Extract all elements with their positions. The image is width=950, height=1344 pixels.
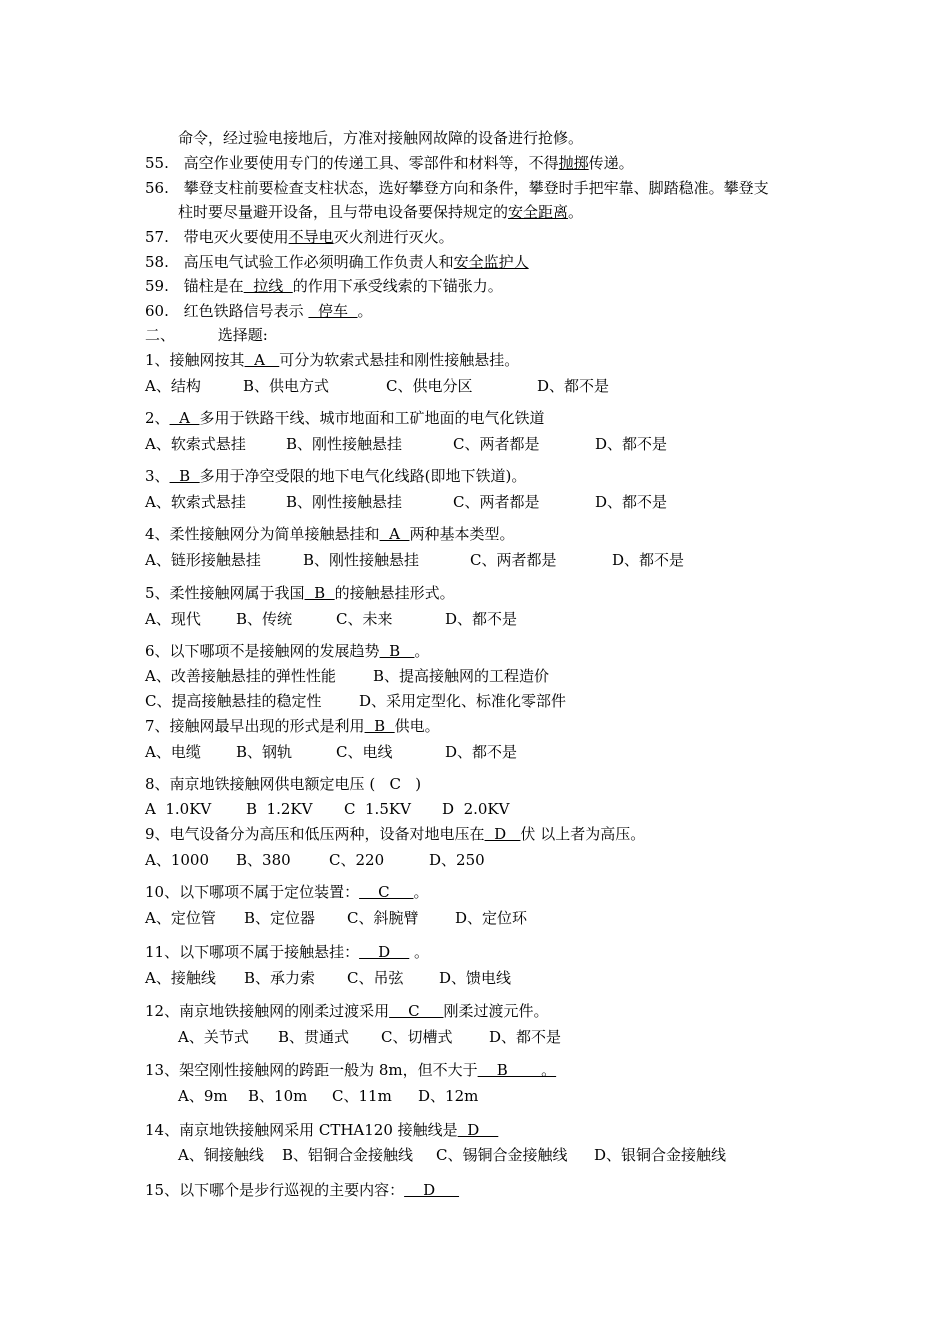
q60: 60. 红色铁路信号表示 停车 。 (145, 302, 373, 320)
answer: C (389, 1002, 444, 1020)
option: A、软索式悬挂 (145, 493, 246, 511)
option: C、切槽式 (381, 1028, 453, 1046)
option: D、馈电线 (439, 969, 512, 987)
option: B、铝铜合金接触线 (282, 1146, 414, 1164)
answer: A (379, 525, 410, 543)
option: A 1.0KV (145, 800, 212, 818)
option: B、刚性接触悬挂 (286, 493, 403, 511)
q15-stem: 15、以下哪个是步行巡视的主要内容： D (145, 1181, 460, 1199)
q3-stem: 3、 B 多用于净空受限的地下电气化线路(即地下铁道)。 (145, 467, 527, 485)
option: C、电线 (336, 743, 393, 761)
section-heading: 二、 选择题: (145, 326, 268, 344)
option: A、改善接触悬挂的弹性性能 (145, 667, 336, 685)
answer: D (484, 825, 521, 843)
option: C、供电分区 (386, 377, 473, 395)
answer: 停车 (308, 302, 358, 320)
option: B、传统 (236, 610, 293, 628)
option: A、9m (178, 1087, 228, 1105)
option: C、两者都是 (453, 493, 540, 511)
option: C、未来 (336, 610, 393, 628)
option: D 2.0KV (442, 800, 510, 818)
option: D、都不是 (595, 435, 668, 453)
option: D、都不是 (489, 1028, 562, 1046)
answer: B (169, 467, 200, 485)
q57: 57. 带电灭火要使用不导电灭火剂进行灭火。 (145, 228, 454, 246)
option: A、定位管 (145, 909, 216, 927)
option: B、钢轨 (236, 743, 293, 761)
option: C、11m (332, 1087, 392, 1105)
answer: A (244, 351, 280, 369)
option: B、刚性接触悬挂 (286, 435, 403, 453)
option: D、12m (418, 1087, 479, 1105)
option: A、电缆 (145, 743, 201, 761)
q12-stem: 12、南京地铁接触网的刚柔过渡采用 C 刚柔过渡元件。 (145, 1002, 549, 1020)
q11-stem: 11、以下哪项不属于接触悬挂： D 。 (145, 943, 430, 961)
q56-line1: 56. 攀登支柱前要检查支柱状态，选好攀登方向和条件，攀登时手把牢靠、脚踏稳准。攀登支 (145, 179, 769, 197)
option: D、都不是 (537, 377, 610, 395)
option: C、锡铜合金接触线 (436, 1146, 568, 1164)
q5-stem: 5、柔性接触网属于我国 B 的接触悬挂形式。 (145, 584, 455, 602)
option: A、链形接触悬挂 (145, 551, 261, 569)
option: D、都不是 (445, 610, 518, 628)
option: B、贯通式 (278, 1028, 350, 1046)
option: A、接触线 (145, 969, 216, 987)
option: A、结构 (145, 377, 201, 395)
answer: 安全距离 (508, 203, 569, 221)
answer: C (359, 883, 414, 901)
option: B、定位器 (244, 909, 316, 927)
q54-continuation: 命令，经过验电接地后，方准对接触网故障的设备进行抢修。 (178, 129, 584, 147)
option: D、250 (429, 851, 485, 869)
answer: D (359, 943, 410, 961)
q14-stem: 14、南京地铁接触网采用 CTHA120 接触线是 D (145, 1121, 499, 1139)
option: C、两者都是 (453, 435, 540, 453)
option: D、都不是 (612, 551, 685, 569)
answer: 拉线 (243, 277, 293, 295)
q59: 59. 锚柱是在 拉线 的作用下承受线索的下锚张力。 (145, 277, 503, 295)
option: A、1000 (145, 851, 210, 869)
q58: 58. 高压电气试验工作必须明确工作负责人和安全监护人 (145, 253, 529, 271)
option: D、定位环 (455, 909, 528, 927)
answer: B (379, 642, 415, 660)
answer: 抛掷 (558, 154, 589, 172)
option: C、提高接触悬挂的稳定性 (145, 692, 322, 710)
answer: B (364, 717, 395, 735)
option: D、银铜合金接触线 (594, 1146, 727, 1164)
q55: 55. 高空作业要使用专门的传递工具、零部件和材料等，不得抛掷传递。 (145, 154, 634, 172)
option: C 1.5KV (344, 800, 411, 818)
option: B、380 (236, 851, 291, 869)
q1-stem: 1、接触网按其 A 可分为软索式悬挂和刚性接触悬挂。 (145, 351, 520, 369)
option: A、软索式悬挂 (145, 435, 246, 453)
option: A、关节式 (178, 1028, 249, 1046)
option: A、铜接触线 (178, 1146, 264, 1164)
answer: A (169, 409, 200, 427)
option: C、斜腕臂 (347, 909, 419, 927)
option: C、吊弦 (347, 969, 404, 987)
option: C、两者都是 (470, 551, 557, 569)
q7-stem: 7、接触网最早出现的形式是利用 B 供电。 (145, 717, 440, 735)
option: C、220 (329, 851, 385, 869)
option: D、采用定型化、标准化零部件 (359, 692, 567, 710)
option: B、提高接触网的工程造价 (373, 667, 550, 685)
option: D、都不是 (445, 743, 518, 761)
option: B、承力索 (244, 969, 316, 987)
q9-stem: 9、电气设备分为高压和低压两种，设备对地电压在 D 伏 以上者为高压。 (145, 825, 646, 843)
q10-stem: 10、以下哪项不属于定位装置： C 。 (145, 883, 429, 901)
q8-stem: 8、南京地铁接触网供电额定电压 ( C ) (145, 775, 422, 793)
option: B、10m (248, 1087, 308, 1105)
answer: B 。 (477, 1061, 557, 1079)
q56-line2: 柱时要尽量避开设备，且与带电设备要保持规定的安全距离。 (178, 203, 584, 221)
q2-stem: 2、 A 多用于铁路干线、城市地面和工矿地面的电气化铁道 (145, 409, 545, 427)
q13-stem: 13、架空刚性接触网的跨距一般为 8m，但不大于 B 。 (145, 1061, 557, 1079)
option: B、刚性接触悬挂 (303, 551, 420, 569)
option: A、现代 (145, 610, 201, 628)
q6-stem: 6、以下哪项不是接触网的发展趋势 B 。 (145, 642, 430, 660)
answer: B (304, 584, 335, 602)
q4-stem: 4、柔性接触网分为简单接触悬挂和 A 两种基本类型。 (145, 525, 515, 543)
option: B 1.2KV (246, 800, 313, 818)
answer: D (457, 1121, 499, 1139)
answer: 不导电 (288, 228, 334, 246)
option: B、供电方式 (243, 377, 330, 395)
option: D、都不是 (595, 493, 668, 511)
answer: D (404, 1181, 460, 1199)
answer: 安全监护人 (453, 253, 529, 271)
